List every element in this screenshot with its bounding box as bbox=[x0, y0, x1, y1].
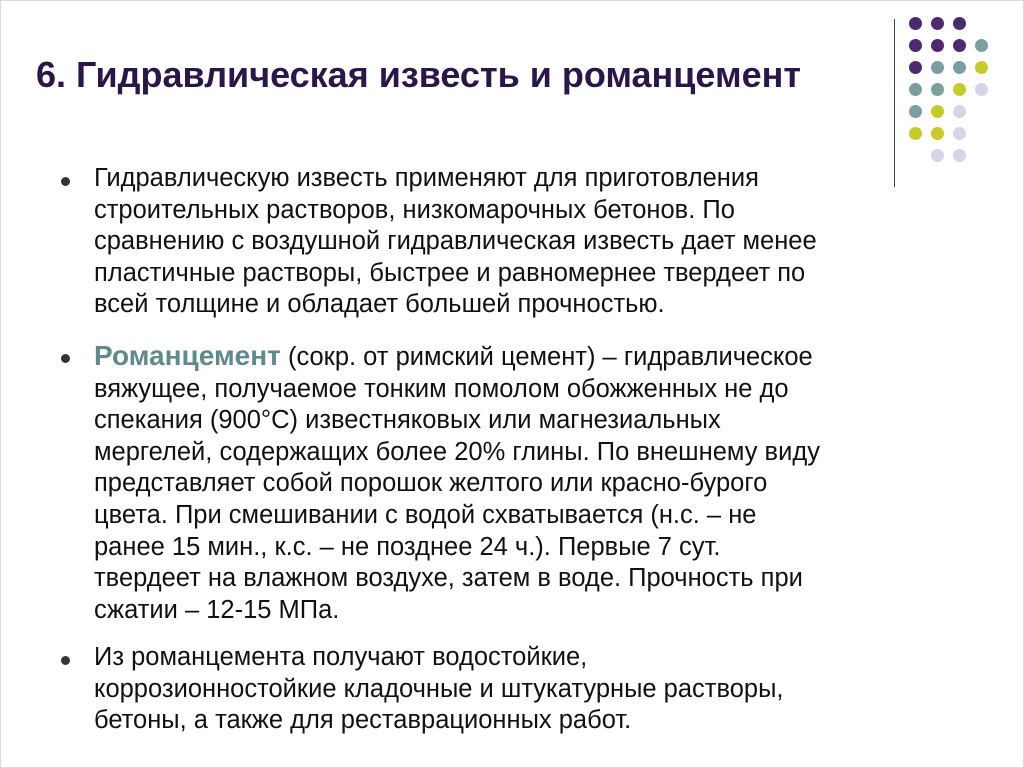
text-line: всей толщине и обладает большей прочностью. bbox=[94, 290, 665, 319]
decorative-dot bbox=[909, 127, 922, 140]
text-line: сжатии – 12-15 МПа. bbox=[94, 595, 340, 624]
bullet-text bbox=[94, 642, 958, 737]
bullet-item-hydraulic-lime bbox=[58, 163, 958, 340]
text-line: (сокр. от римский цемент) – гидравлическое bbox=[280, 343, 813, 371]
term-romancement: Романцемент bbox=[94, 340, 281, 371]
decorative-dot bbox=[931, 61, 944, 74]
text-line: вяжущее, получаемое тонким помолом обожженных не до bbox=[94, 374, 789, 403]
bullet-marker-icon bbox=[61, 656, 70, 665]
decorative-dot bbox=[953, 149, 966, 162]
bullet-marker-icon bbox=[61, 177, 70, 186]
text-line: Из романцемента получают водостойкие, bbox=[94, 643, 588, 671]
text-line: бетоны, а также для реставрационных работ. bbox=[94, 706, 632, 735]
text-line: мергелей, содержащих более 20% глины. По внешнему виду bbox=[94, 437, 820, 466]
text-line: твердеет на влажном воздухе, затем в воде. Прочность при bbox=[94, 564, 803, 593]
decorative-dot bbox=[931, 83, 944, 96]
bullet-item-uses bbox=[58, 642, 958, 737]
bullet-marker-icon bbox=[61, 354, 70, 363]
decorative-dot bbox=[953, 39, 966, 52]
decorative-dot bbox=[975, 83, 988, 96]
bullet-text bbox=[94, 340, 958, 626]
decorative-dot bbox=[931, 127, 944, 140]
decorative-dot bbox=[953, 83, 966, 96]
decorative-dot bbox=[975, 39, 988, 52]
decorative-dot bbox=[931, 149, 944, 162]
decorative-dot bbox=[953, 17, 966, 30]
decorative-dot bbox=[909, 105, 922, 118]
decorative-dot bbox=[909, 39, 922, 52]
decorative-dot bbox=[953, 127, 966, 140]
decorative-dot bbox=[909, 61, 922, 74]
text-line: ранее 15 мин., к.с. – не позднее 24 ч.). Первые 7 сут. bbox=[94, 532, 721, 561]
text-line: строительных растворов, низкомарочных бетонов. По bbox=[94, 195, 735, 224]
decorative-dot bbox=[931, 105, 944, 118]
text-line: пластичные растворы, быстрее и равномернее твердеет по bbox=[94, 258, 806, 287]
text-line: коррозионностойкие кладочные и штукатурные растворы, bbox=[94, 674, 784, 703]
text-line: спекания (900°С) известняковых или магнезиальных bbox=[94, 406, 721, 435]
decorative-dot bbox=[953, 61, 966, 74]
text-line: Гидравлическую известь применяют для приготовления bbox=[94, 164, 759, 192]
bullet-text bbox=[94, 163, 958, 321]
title-divider-line bbox=[894, 19, 895, 187]
bullet-item-romancement bbox=[58, 340, 958, 642]
decorative-dot bbox=[931, 39, 944, 52]
decorative-dot bbox=[931, 17, 944, 30]
slide-title: 6. Гидравлическая известь и романцемент bbox=[36, 54, 801, 95]
decorative-dot bbox=[975, 61, 988, 74]
text-line: сравнению с воздушной гидравлическая известь дает менее bbox=[94, 227, 817, 256]
text-line: цвета. При смешивании с водой схватывается (н.с. – не bbox=[94, 500, 757, 529]
decorative-dot bbox=[953, 105, 966, 118]
text-line: представляет собой порошок желтого или красно-бурого bbox=[94, 469, 768, 498]
decorative-dot bbox=[909, 17, 922, 30]
bullet-list bbox=[58, 163, 958, 737]
decorative-dot bbox=[909, 83, 922, 96]
decorative-dot-grid bbox=[909, 17, 1014, 167]
